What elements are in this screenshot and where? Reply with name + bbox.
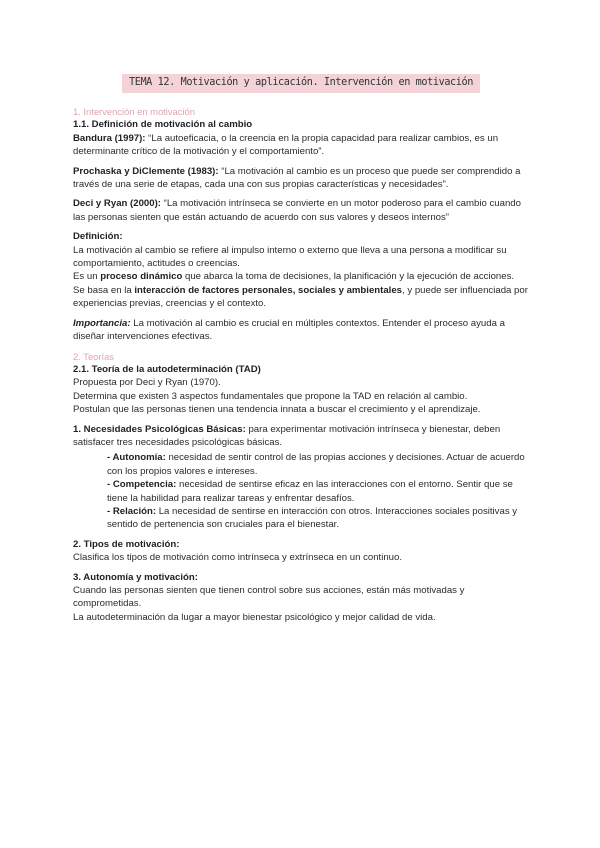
importance-text: La motivación al cambio es crucial en múltiples contextos. Entender el proceso ayuda a diseñar intervenciones efectivas. <box>73 317 505 343</box>
autonomy-block <box>73 571 529 625</box>
autonomy-label: 3. Autonomía y motivación: <box>73 571 198 583</box>
bullet-label-relacion: - Relación: <box>107 505 157 517</box>
quote-deci <box>73 197 529 224</box>
list-item <box>107 505 529 532</box>
definition-block <box>73 230 529 310</box>
subsection-heading-2-1: 2.1. Teoría de la autodeterminación (TAD) <box>73 363 261 375</box>
quote-prochaska <box>73 165 529 192</box>
needs-paragraph <box>73 423 529 450</box>
tad-line-3: Postulan que las personas tienen una tendencia innata a buscar el crecimiento y el aprendizaje. <box>73 404 481 416</box>
needs-block <box>73 423 529 532</box>
autonomy-line-1: Cuando las personas sienten que tienen control sobre sus acciones, están más motivadas y comprometidas. <box>73 585 465 610</box>
title-wrap <box>73 74 529 93</box>
definition-label: Definición: <box>73 231 123 243</box>
types-block <box>73 538 529 565</box>
quote-bandura <box>73 132 529 159</box>
definition-line-2 <box>73 270 529 283</box>
def3-pre: Se basa en la <box>73 284 135 296</box>
types-text: Clasifica los tipos de motivación como intrínseca y extrínseca en un continuo. <box>73 552 403 564</box>
section-heading-2: 2. Teorías <box>73 350 114 362</box>
autonomy-line-2: La autodeterminación da lugar a mayor bienestar psicológico y mejor calidad de vida. <box>73 611 436 623</box>
needs-list <box>107 451 529 531</box>
bullet-text-autonomia: necesidad de sentir control de las propias acciones y decisiones. Actuar de acuerdo con los propios valores e intereses. <box>107 452 525 477</box>
quote-bandura-text: “La autoeficacia, o la creencia en la propia capacidad para realizar cambios, es un determinante crítico de la motivación y el comportamiento”. <box>73 132 499 158</box>
needs-text: para experimentar motivación intrínseca y bienestar, deben satisfacer tres necesidades psicológicas básicas. <box>73 423 501 448</box>
author-deci: Deci y Ryan (2000): <box>73 198 161 210</box>
quote-prochaska-text: “La motivación al cambio es un proceso que puede ser comprendido a través de una serie de etapas, cada una con sus propias características y necesidades”. <box>73 165 521 191</box>
author-bandura: Bandura (1997): <box>73 132 146 144</box>
bullet-text-competencia: necesidad de sentirse eficaz en las interacciones con el entorno. Sentir que se tiene la habilidad para realizar tareas y enfrentar desafíos. <box>107 479 513 504</box>
document-page <box>73 74 529 630</box>
bullet-text-relacion: La necesidad de sentirse en interacción con otros. Interacciones sociales positivas y sentido de pertenencia son cruciales para el bienestar. <box>107 505 518 531</box>
tad-intro <box>73 376 529 416</box>
tad-line-2: Determina que existen 3 aspectos fundamentales que propone la TAD en relación al cambio. <box>73 390 468 402</box>
importance-label: Importancia: <box>73 317 131 329</box>
page-title: TEMA 12. Motivación y aplicación. Intervención en motivación <box>122 74 480 93</box>
subsection-heading-1-1: 1.1. Definición de motivación al cambio <box>73 119 253 131</box>
list-item <box>107 451 529 478</box>
def2-bold: proceso dinámico <box>100 271 183 283</box>
def2-pre: Es un <box>73 271 101 283</box>
def3-bold: interacción de factores personales, sociales y ambientales <box>134 284 403 296</box>
needs-label: 1. Necesidades Psicológicas Básicas: <box>73 423 246 435</box>
definition-line-3 <box>73 284 529 311</box>
list-item <box>107 478 529 505</box>
types-label: 2. Tipos de motivación: <box>73 538 180 550</box>
definition-line-1: La motivación al cambio se refiere al impulso interno o externo que lleva a una persona a modificar su comportamiento, actitudes o creencias. <box>73 244 507 270</box>
tad-line-1: Propuesta por Deci y Ryan (1970). <box>73 377 221 389</box>
author-prochaska: Prochaska y DiClemente (1983): <box>73 165 219 177</box>
bullet-label-autonomia: - Autonomía: <box>107 452 166 464</box>
section-heading-1: 1. Intervención en motivación <box>73 106 195 117</box>
def2-post: que abarca la toma de decisiones, la planificación y la ejecución de acciones. <box>182 271 515 283</box>
def3-post: , y puede ser influenciada por experiencias previas, creencias y el contexto. <box>73 284 528 310</box>
bullet-label-competencia: - Competencia: <box>107 479 177 491</box>
quote-deci-text: “La motivación intrínseca se convierte en un motor poderoso para el cambio cuando las personas sienten que están actuando de acuerdo con sus valores y deseos internos” <box>73 198 521 223</box>
importance-paragraph <box>73 317 529 344</box>
